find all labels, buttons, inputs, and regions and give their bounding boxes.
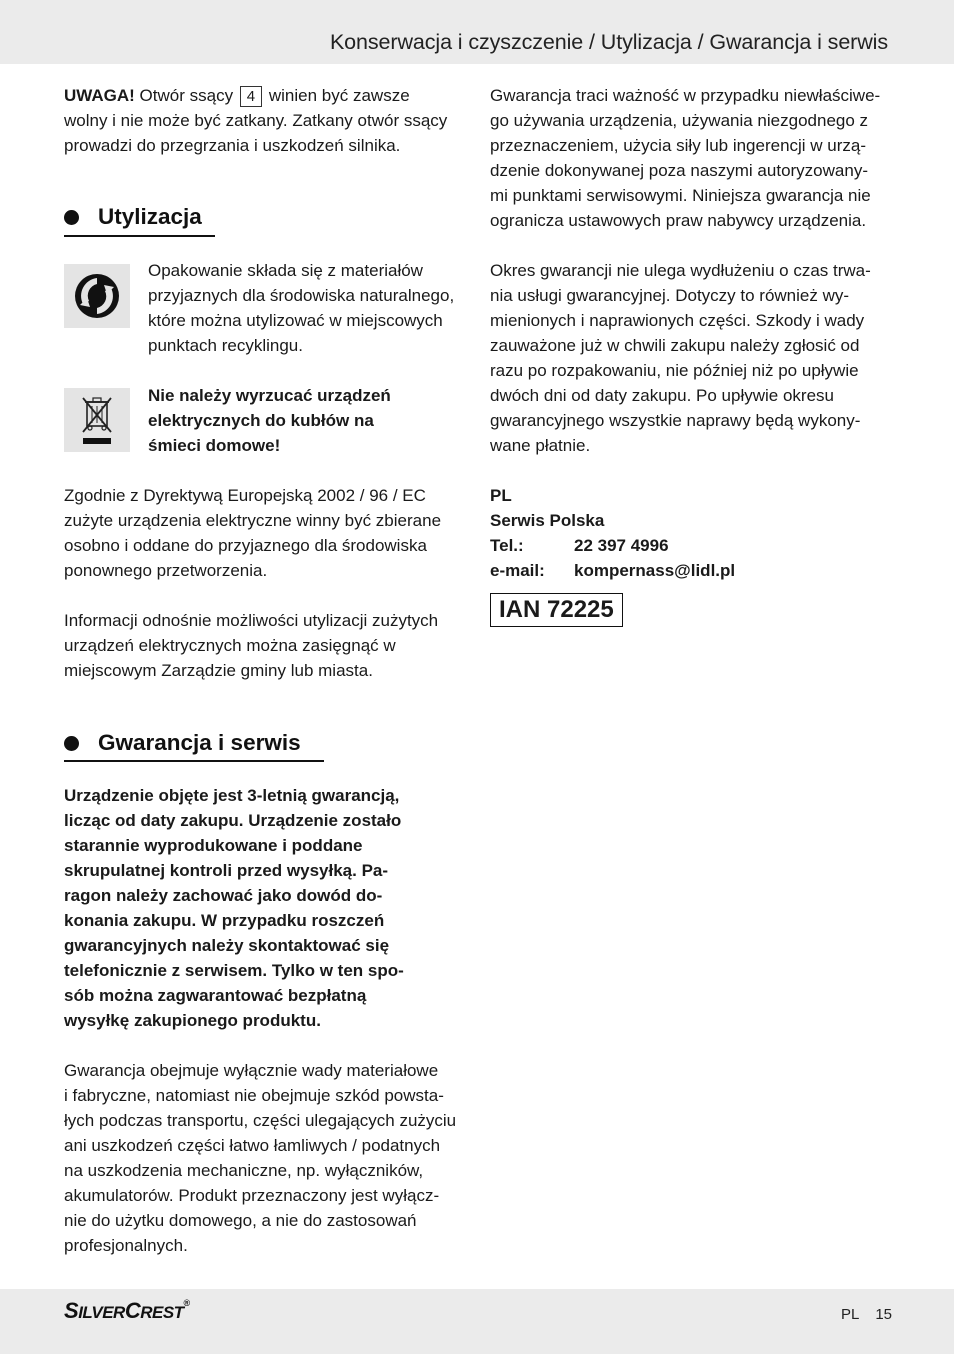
note-line-1	[64, 83, 466, 108]
text-line: skrupulatnej kontroli przed wysyłką. Pa-	[64, 861, 389, 880]
logo-part: ILVER	[78, 1303, 125, 1322]
text-line: przeznaczeniem, użycia siły lub ingerencji w urzą-	[490, 136, 867, 155]
text-line: przyjaznych dla środowiska naturalnego,	[148, 286, 455, 305]
warranty-void-paragraph	[490, 83, 895, 233]
text-line: mienionych i naprawionych części. Szkody i wady	[490, 311, 865, 330]
service-contact	[490, 483, 895, 583]
weee-icon-box	[64, 388, 130, 452]
text-line: osobno i oddane do przyjaznego dla środowiska	[64, 536, 427, 555]
weee-warning-text	[148, 383, 468, 458]
note-label: UWAGA!	[64, 86, 135, 105]
text-line: dwóch dni od daty zakupu. Po upływie okresu	[490, 386, 834, 405]
text-line: zużyte urządzenia elektryczne winny być zbierane	[64, 511, 442, 530]
text-line: razu po rozpakowaniu, nie później niż po upływie	[490, 361, 859, 380]
text-line: sób można zagwarantować bezpłatną	[64, 986, 367, 1005]
text-line: Gwarancja traci ważność w przypadku niewłaściwe-	[490, 86, 881, 105]
page-info	[841, 1306, 892, 1323]
logo-part: REST	[140, 1303, 184, 1322]
directive-paragraph	[64, 483, 468, 583]
note-text-pre: Otwór ssący	[134, 86, 238, 105]
text-line: ogranicza ustawowych praw nabywcy urządzenia.	[490, 211, 867, 230]
text-line: zauważone już w chwili zakupu należy zgłosić od	[490, 336, 860, 355]
text-line: Opakowanie składa się z materiałów	[148, 261, 423, 280]
recycle-icon-box	[64, 264, 130, 328]
section-title: Utylizacja	[98, 204, 202, 229]
text-line: starannie wyprodukowane i poddane	[64, 836, 363, 855]
service-name: Serwis Polska	[490, 511, 605, 530]
text-line: miejscowym Zarządzie gminy lub miasta.	[64, 661, 373, 680]
text-line: wane płatnie.	[490, 436, 591, 455]
text-line: konania zakupu. W przypadku roszczeń	[64, 911, 385, 930]
text-line: licząc od daty zakupu. Urządzenie zostało	[64, 811, 402, 830]
phone-row	[490, 533, 895, 558]
text-line: gwarancyjnego wszystkie naprawy będą wykony-	[490, 411, 861, 430]
language-code: PL	[840, 1306, 860, 1323]
text-line: łych podczas transportu, części ulegających zużyciu	[64, 1111, 457, 1130]
warranty-period-paragraph	[490, 258, 895, 458]
bullet-icon	[64, 210, 79, 225]
note-line-2: wolny i nie może być zatkany. Zatkany otwór ssący	[64, 111, 448, 130]
crossed-out-wheelie-bin-icon	[77, 394, 117, 446]
page-title: Konserwacja i czyszczenie / Utylizacja / Gwarancja i serwis	[329, 30, 888, 54]
text-line: punktach recyklingu.	[148, 336, 303, 355]
text-line: na uszkodzenia mechaniczne, np. wyłączników,	[64, 1161, 424, 1180]
text-line: ani uszkodzeń części łatwo łamliwych / podatnych	[64, 1136, 441, 1155]
text-line: elektrycznych do kubłów na	[148, 411, 374, 430]
text-line: urządzeń elektrycznych można zasięgnąć w	[64, 636, 396, 655]
registered-mark: ®	[183, 1298, 190, 1308]
email-address: kompernass@lidl.pl	[574, 561, 736, 580]
text-line: ponownego przetworzenia.	[64, 561, 268, 580]
section-heading-gwarancja	[64, 730, 301, 756]
text-line: które można utylizować w miejscowych	[148, 311, 443, 330]
note-line-3: prowadzi do przegrzania i uszkodzeń silnika.	[64, 136, 401, 155]
section-underline	[64, 235, 215, 237]
page-number: 15	[875, 1306, 892, 1323]
text-line: nie do użytku domowego, a nie do zastosowań	[64, 1211, 417, 1230]
service-country: PL	[490, 486, 512, 505]
text-line: ragon należy zachować jako dowód do-	[64, 886, 383, 905]
email-label: e-mail:	[490, 561, 545, 580]
text-line: go używania urządzenia, używania niezgodnego z	[490, 111, 869, 130]
text-line: dzenie dokonywanej poza naszymi autoryzowany-	[490, 161, 868, 180]
phone-number: 22 397 4996	[574, 536, 669, 555]
logo-part: C	[124, 1298, 141, 1323]
text-line: nia usługi gwarancyjnej. Dotyczy to również wy-	[490, 286, 850, 305]
bullet-icon	[64, 736, 79, 751]
note-block	[64, 83, 466, 158]
section-underline	[64, 760, 324, 762]
section-heading-utylizacja	[64, 204, 202, 230]
text-line: Gwarancja obejmuje wyłącznie wady materiałowe	[64, 1061, 439, 1080]
email-row	[490, 558, 895, 583]
warranty-bold-paragraph	[64, 783, 468, 1033]
note-text-post: winien być zawsze	[264, 86, 410, 105]
ian-code-box: IAN 72225	[490, 593, 623, 627]
text-line: śmieci domowe!	[148, 436, 281, 455]
text-line: Nie należy wyrzucać urządzeń	[148, 386, 391, 405]
text-line: i fabryczne, natomiast nie obejmuje szkód powsta-	[64, 1086, 444, 1105]
green-dot-recycling-icon	[73, 272, 121, 320]
text-line: akumulatorów. Produkt przeznaczony jest wyłącz-	[64, 1186, 440, 1205]
recycle-text	[148, 258, 468, 358]
part-number-badge: 4	[240, 86, 262, 107]
text-line: Urządzenie objęte jest 3-letnią gwarancją,	[64, 786, 400, 805]
text-line: telefonicznie z serwisem. Tylko w ten spo-	[64, 961, 404, 980]
text-line: profesjonalnych.	[64, 1236, 188, 1255]
logo-part: S	[64, 1298, 79, 1323]
silvercrest-logo	[64, 1298, 190, 1324]
section-title: Gwarancja i serwis	[98, 730, 301, 755]
text-line: gwarancyjnych należy skontaktować się	[64, 936, 390, 955]
text-line: Informacji odnośnie możliwości utylizacji zużytych	[64, 611, 439, 630]
phone-label: Tel.:	[490, 536, 524, 555]
coverage-paragraph	[64, 1058, 468, 1258]
info-paragraph	[64, 608, 468, 683]
text-line: Okres gwarancji nie ulega wydłużeniu o czas trwa-	[490, 261, 871, 280]
text-line: Zgodnie z Dyrektywą Europejską 2002 / 96 / EC	[64, 486, 426, 505]
text-line: wysyłkę zakupionego produktu.	[64, 1011, 321, 1030]
text-line: mi punktami serwisowymi. Niniejsza gwarancja nie	[490, 186, 871, 205]
